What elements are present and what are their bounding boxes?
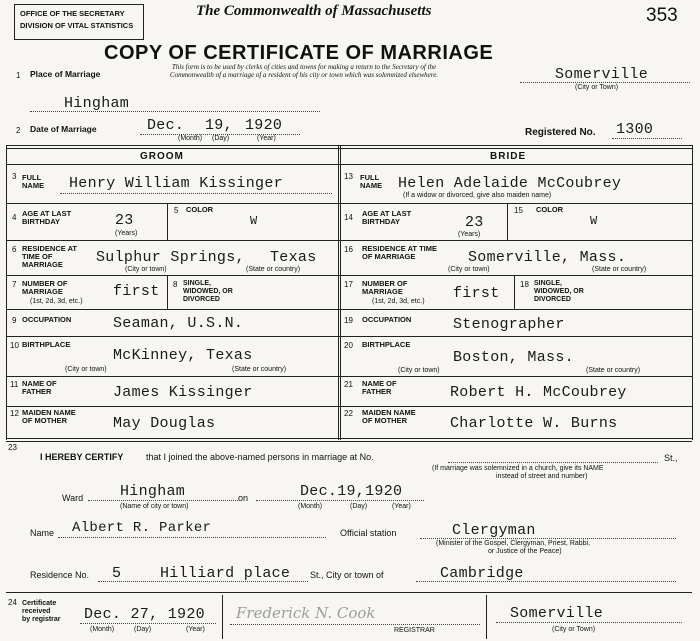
st-city-label: St., City or town of — [310, 570, 384, 580]
received-label-2: received — [22, 608, 51, 615]
registrar-caption: REGISTRAR — [394, 627, 435, 634]
groom-years-caption: (Years) — [115, 230, 138, 237]
bride-heading: BRIDE — [490, 151, 527, 162]
ward-place: Hingham — [120, 483, 186, 500]
groom-age-label: AGE AT LAST BIRTHDAY — [22, 209, 72, 226]
groom-number-label: NUMBER OF MARRIAGE — [22, 279, 68, 296]
groom-residence-city: Sulphur Springs, — [96, 249, 245, 266]
place-value: Hingham — [64, 95, 130, 112]
bride-city-caption: (City or town) — [448, 266, 490, 273]
groom-name-underline — [60, 193, 332, 194]
table-bottom-rule — [6, 438, 692, 442]
registered-no-value: 1300 — [616, 121, 654, 138]
bride-occupation-label: OCCUPATION — [362, 315, 412, 324]
field-number-7: 7 — [12, 280, 17, 289]
field-number-23: 23 — [8, 443, 17, 452]
field-number-9: 9 — [12, 316, 17, 325]
field-number-15: 15 — [514, 206, 523, 215]
footer-rule — [6, 592, 692, 593]
official-station: Clergyman — [452, 522, 536, 539]
field-number-2: 2 — [16, 126, 21, 135]
table-top-rule — [6, 145, 692, 149]
bride-widow-note: (If a widow or divorced, give also maiden name) — [403, 192, 552, 199]
page-number: 353 — [646, 5, 678, 26]
field-number-13: 13 — [344, 172, 353, 181]
row-rule-1 — [6, 203, 692, 204]
on-date: Dec.19,1920 — [300, 483, 403, 500]
bride-single-label: SINGLE, WIDOWED, OR DIVORCED — [534, 280, 584, 303]
received-date-underline — [80, 623, 216, 624]
field-number-20: 20 — [344, 341, 353, 350]
bride-residence-label: RESIDENCE AT TIME OF MARRIAGE — [362, 244, 438, 261]
bride-birthplace-city-caption: (City or town) — [398, 367, 440, 374]
date-of-marriage-label: Date of Marriage — [30, 124, 97, 134]
certificate-title: COPY OF CERTIFICATE OF MARRIAGE — [104, 42, 494, 64]
date-year-caption: (Year) — [257, 135, 276, 142]
groom-single-label: SINGLE, WIDOWED, OR DIVORCED — [183, 280, 233, 303]
field-number-5: 5 — [174, 206, 179, 215]
heading-rule — [6, 164, 692, 165]
field-number-6: 6 — [12, 245, 17, 254]
groom-mother: May Douglas — [113, 415, 216, 432]
residence-underline — [98, 581, 308, 582]
residence-city: Cambridge — [440, 565, 524, 582]
row-rule-2 — [6, 240, 692, 241]
registrar-box-right — [486, 595, 487, 639]
groom-occupation-label: OCCUPATION — [22, 315, 72, 324]
received-date: Dec. 27, 1920 — [84, 606, 205, 623]
groom-state-caption: (State or country) — [246, 266, 301, 273]
official-name: Albert R. Parker — [72, 520, 212, 536]
on-label: on — [238, 493, 249, 503]
certify-day-caption: (Day) — [350, 503, 368, 510]
groom-birthplace: McKinney, Texas — [113, 347, 253, 364]
instruction-text: This form is to be used by clerks of cities and towns for making a return to the Secretary of the Commonwealth of a marriage of a resident of his city or town which was solemnized elsewhere. — [169, 63, 439, 79]
row-rule-4 — [6, 309, 692, 310]
bride-number-label: NUMBER OF MARRIAGE — [362, 279, 408, 296]
residence-city-underline — [416, 581, 676, 582]
groom-residence-state: Texas — [270, 249, 317, 266]
groom-single-divider — [167, 275, 168, 309]
bride-birthplace-state-caption: (State or country) — [586, 367, 641, 374]
certify-month-caption: (Month) — [298, 503, 323, 510]
column-divider — [338, 145, 341, 440]
bride-number-sub: (1st, 2d, 3d, etc.) — [372, 298, 425, 305]
place-city-value: Somerville — [555, 66, 649, 83]
bride-mother-label: MAIDEN NAME OF MOTHER — [362, 408, 416, 425]
field-number-3: 3 — [12, 172, 17, 181]
bride-color: W — [590, 214, 598, 228]
row-rule-7 — [6, 406, 692, 407]
official-station-label: Official station — [340, 528, 397, 538]
place-city-caption: (City or Town) — [575, 84, 619, 91]
official-note-2: or Justice of the Peace) — [488, 548, 562, 555]
field-number-17: 17 — [344, 280, 353, 289]
bride-single-divider — [514, 275, 515, 309]
place-underline — [30, 111, 320, 112]
registrar-underline — [230, 624, 480, 625]
field-number-14: 14 — [344, 213, 353, 222]
footer-city-underline — [496, 622, 682, 623]
row-rule-3 — [6, 275, 692, 276]
field-number-19: 19 — [344, 316, 353, 325]
field-number-4: 4 — [12, 213, 17, 222]
row-rule-5 — [6, 336, 692, 337]
residence-no-label: Residence No. — [30, 570, 90, 580]
footer-city-caption: (City or Town) — [552, 626, 596, 633]
received-label-1: Certificate — [22, 600, 57, 607]
registered-underline — [612, 138, 682, 139]
residence-street: Hilliard place — [160, 565, 291, 582]
groom-father: James Kissinger — [113, 384, 253, 401]
groom-city-caption: (City or town) — [125, 266, 167, 273]
office-line-1: OFFICE OF THE SECRETARY — [20, 9, 125, 18]
bride-birthplace-label: BIRTHPLACE — [362, 340, 411, 349]
bride-occupation: Stenographer — [453, 316, 565, 333]
certify-place-caption: (Name of city or town) — [120, 503, 189, 510]
field-number-18: 18 — [520, 280, 529, 289]
groom-age: 23 — [115, 212, 134, 229]
received-label-3: by registrar — [22, 616, 61, 623]
registered-no-label: Registered No. — [525, 127, 596, 138]
bride-number: first — [453, 285, 500, 302]
groom-birthplace-state-caption: (State or country) — [232, 366, 287, 373]
commonwealth-heading: The Commonwealth of Massachusetts — [196, 3, 432, 19]
bride-residence: Somerville, Mass. — [468, 249, 627, 266]
field-number-22: 22 — [344, 409, 353, 418]
field-number-16: 16 — [344, 245, 353, 254]
place-of-marriage-label: Place of Marriage — [30, 69, 101, 79]
groom-occupation: Seaman, U.S.N. — [113, 315, 244, 332]
bride-years-caption: (Years) — [458, 231, 481, 238]
registrar-signature: Frederick N. Cook — [236, 604, 376, 622]
bride-age-label: AGE AT LAST BIRTHDAY — [362, 209, 412, 226]
bride-mother: Charlotte W. Burns — [450, 415, 618, 432]
official-name-underline — [58, 537, 326, 538]
groom-heading: GROOM — [140, 151, 184, 162]
certify-st: St., — [664, 453, 678, 463]
received-day-caption: (Day) — [134, 626, 152, 633]
received-year-caption: (Year) — [186, 626, 205, 633]
official-name-label: Name — [30, 528, 55, 538]
certify-text: that I joined the above-named persons in marriage at No. — [146, 452, 374, 462]
official-note-1: (Minister of the Gospel, Clergyman, Priest, Rabbi, — [436, 540, 591, 547]
bride-birthplace: Boston, Mass. — [453, 349, 574, 366]
row-rule-6 — [6, 376, 692, 377]
table-right-border — [692, 145, 693, 440]
certify-street-underline — [448, 462, 658, 463]
bride-color-label: COLOR — [536, 205, 564, 214]
date-month: Dec. — [147, 117, 185, 134]
footer-city: Somerville — [510, 605, 604, 622]
field-number-10: 10 — [10, 341, 19, 350]
bride-father: Robert H. McCoubrey — [450, 384, 627, 401]
on-date-underline — [256, 500, 424, 501]
groom-number-sub: (1st, 2d, 3d, etc.) — [30, 298, 83, 305]
received-month-caption: (Month) — [90, 626, 115, 633]
date-year: 1920 — [245, 117, 283, 134]
field-number-12: 12 — [10, 409, 19, 418]
date-day: 19, — [205, 117, 233, 134]
field-number-24: 24 — [8, 598, 17, 607]
certify-year-caption: (Year) — [392, 503, 411, 510]
groom-full-name: Henry William Kissinger — [69, 175, 283, 192]
groom-number: first — [113, 283, 160, 300]
church-note-1: (If marriage was solemnized in a church, give its NAME — [432, 465, 604, 472]
ward-underline — [88, 500, 238, 501]
church-note-2: instead of street and number) — [496, 473, 588, 480]
field-number-11: 11 — [10, 380, 19, 389]
groom-residence-label: RESIDENCE AT TIME OF MARRIAGE — [22, 244, 78, 269]
bride-father-label: NAME OF FATHER — [362, 379, 397, 396]
bride-color-divider — [507, 203, 508, 240]
bride-full-name: Helen Adelaide McCoubrey — [398, 175, 622, 192]
bride-state-caption: (State or country) — [592, 266, 647, 273]
residence-no: 5 — [112, 565, 122, 582]
table-left-border — [6, 145, 7, 440]
groom-father-label: NAME OF FATHER — [22, 379, 57, 396]
date-day-caption: (Day) — [212, 135, 230, 142]
field-number-1: 1 — [16, 71, 21, 80]
field-number-21: 21 — [344, 380, 353, 389]
office-line-2: DIVISION OF VITAL STATISTICS — [20, 21, 134, 30]
ward-label: Ward — [62, 493, 84, 503]
bride-full-name-label: FULL NAME — [360, 173, 383, 190]
groom-full-name-label: FULL NAME — [22, 173, 45, 190]
registrar-box-left — [222, 595, 223, 639]
groom-color: W — [250, 214, 258, 228]
groom-birthplace-city-caption: (City or town) — [65, 366, 107, 373]
groom-mother-label: MAIDEN NAME OF MOTHER — [22, 408, 76, 425]
groom-birthplace-label: BIRTHPLACE — [22, 340, 71, 349]
certify-lead: I HEREBY CERTIFY — [40, 452, 124, 462]
groom-color-label: COLOR — [186, 205, 214, 214]
field-number-8: 8 — [173, 280, 178, 289]
date-month-caption: (Month) — [178, 135, 203, 142]
official-station-underline — [420, 538, 676, 539]
groom-color-divider — [167, 203, 168, 240]
bride-age: 23 — [465, 214, 484, 231]
